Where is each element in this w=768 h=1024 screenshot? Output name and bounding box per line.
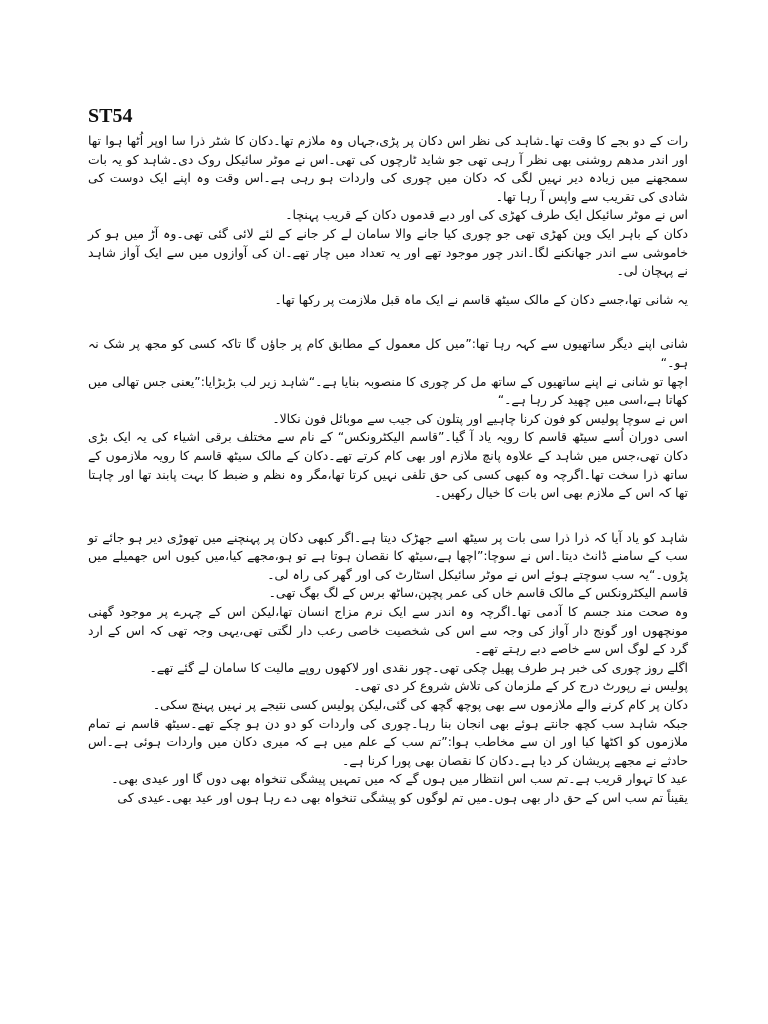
paragraph-16: عید کا تہوار قریب ہے۔تم سب اس انتظار میں ہوں گے کہ میں تمہیں پیشگی تنخواہ بھی دوں گا اور عیدی بھی۔ <box>111 771 688 787</box>
paragraph-9: شاہد کو یاد آیا کہ ذرا ذرا سی بات پر سیٹھ اسے جھڑک دیتا ہے۔اگر کبھی دکان پر پہنچنے میں تھوڑی دیر ہو جائے تو سب کے سامنے ڈانٹ دیتا۔اس نے سوچا:”اچھا ہے،سیٹھ کا نقصان ہوتا ہے تو ہو،مجھے کیا،میں کیوں اس جھمیلے میں پڑوں۔“یہ سب سوچتے ہوئے اس نے موٹر سائیکل اسٹارٹ کی اور گھر کی راہ لی۔ <box>88 529 688 582</box>
paragraph-spacer <box>88 503 688 529</box>
document-title: ST54 <box>88 105 133 127</box>
paragraph-1: رات کے دو بجے کا وقت تھا۔شاہد کی نظر اس دکان پر پڑی،جہاں وہ ملازم تھا۔دکان کا شٹر ذرا سا اوپر اُٹھا ہوا تھا اور اندر مدھم روشنی بھی نظر آ رہی تھی جو شاید ٹارچوں کی تھی۔اس نے موٹر سائیکل روک دی۔شاہد کو یہ بات سمجھنے میں زیادہ دیر نہیں لگی کہ دکان میں چوری کی واردات ہو رہی ہے۔اس وقت وہ اپنے ایک دوست کی شادی کی تقریب سے واپس آ رہا تھا۔ <box>88 133 688 204</box>
paragraph-10: قاسم الیکٹرونکس کے مالک قاسم خاں کی عمر پچپن،ساٹھ برس کے لگ بھگ تھی۔ <box>268 585 688 601</box>
paragraph-15: جبکہ شاہد سب کچھ جانتے ہوئے بھی انجان بنا رہا۔چوری کی واردات کو دو دن ہو چکے تھے۔سیٹھ قاسم نے تمام ملازموں کو اکٹھا کیا اور ان سے مخاطب ہوا:”تم سب کے علم میں ہے کہ میری دکان میں واردات ہوئی ہے۔اس حادثے نے مجھے پریشان کر دیا ہے۔دکان کا نقصان بھی پورا کرنا ہے۔ <box>88 715 688 768</box>
paragraph-7: اس نے سوچا پولیس کو فون کرنا چاہیے اور پتلون کی جیب سے موبائل فون نکالا۔ <box>272 410 688 426</box>
paragraph-8: اسی دوران اُسے سیٹھ قاسم کا رویہ یاد آ گیا۔”قاسم الیکٹرونکس“ کے نام سے مختلف برقی اشیاء کی یہ ایک بڑی دکان تھی،جس میں شاہد کے علاوہ پانچ ملازم اور بھی کام کرتے تھے۔دکان کے مالک سیٹھ قاسم کا رویہ ملازموں کے ساتھ ذرا سخت تھا۔اگرچہ وہ کبھی کسی کی حق تلفی نہیں کرتا تھا،مگر وہ نظم و ضبط کا بہت پابند تھا اور چاہتا تھا کہ اس کے ملازم بھی اس بات کا خیال رکھیں۔ <box>88 429 688 501</box>
paragraph-spacer <box>88 309 688 335</box>
paragraph-12: اگلے روز چوری کی خبر ہر طرف پھیل چکی تھی۔چور نقدی اور لاکھوں روپے مالیت کا سامان لے گئے تھے۔ <box>149 659 688 675</box>
paragraph-14: دکان پر کام کرنے والے ملازموں سے بھی پوچھ گچھ کی گئی،لیکن پولیس کسی نتیجے پر نہیں پہنچ سکی۔ <box>152 697 688 713</box>
paragraph-11: وہ صحت مند جسم کا آدمی تھا۔اگرچہ وہ اندر سے ایک نرم مزاج انسان تھا،لیکن اس کے چہرے پر موجود گھنی مونچھوں اور گونج دار آواز کی وجہ سے اس کی شخصیت خاصی رعب دار لگتی تھی،یہی وجہ تھی کہ اس کے ارد گرد کے لوگ اس سے خاصے دبے رہتے تھے۔ <box>88 604 688 657</box>
paragraph-3: دکان کے باہر ایک وین کھڑی تھی جو چوری کیا جانے والا سامان لے کر جانے کے لئے لائی گئی تھی۔وہ آڑ میں ہو کر خاموشی سے اندر جھانکنے لگا۔اندر چور موجود تھے اور یہ تعداد میں چار تھے۔ان کی آوازوں میں سے ایک آواز شاہد نے پہچان لی۔ <box>88 225 688 279</box>
paragraph-6: اچھا تو شانی نے اپنے ساتھیوں کے ساتھ مل کر چوری کا منصوبہ بنایا ہے۔“شاہد زیر لب بڑبڑایا:”یعنی جس تھالی میں کھاتا ہے،اسی میں چھید کر رہا ہے۔“ <box>88 373 688 408</box>
document-page <box>88 104 688 808</box>
paragraph-spacer <box>88 281 688 291</box>
paragraph-2: اس نے موٹر سائیکل ایک طرف کھڑی کی اور دبے قدموں دکان کے قریب پہنچا۔ <box>285 207 688 223</box>
paragraph-17: یقیناً تم سب اس کے حق دار بھی ہوں۔میں تم لوگوں کو پیشگی تنخواہ بھی دے رہا ہوں اور عید بھی۔عیدی کی <box>117 790 688 805</box>
paragraph-5: شانی اپنے دیگر ساتھیوں سے کہہ رہا تھا:”میں کل معمول کے مطابق کام پر جاؤں گا تاکہ کسی کو مجھ پر شک نہ ہو۔“ <box>88 336 688 370</box>
paragraph-4: یہ شانی تھا،جسے دکان کے مالک سیٹھ قاسم نے ایک ماہ قبل ملازمت پر رکھا تھا۔ <box>274 291 688 307</box>
paragraph-13: پولیس نے رپورٹ درج کر کے ملزمان کی تلاش شروع کر دی تھی۔ <box>353 678 688 694</box>
